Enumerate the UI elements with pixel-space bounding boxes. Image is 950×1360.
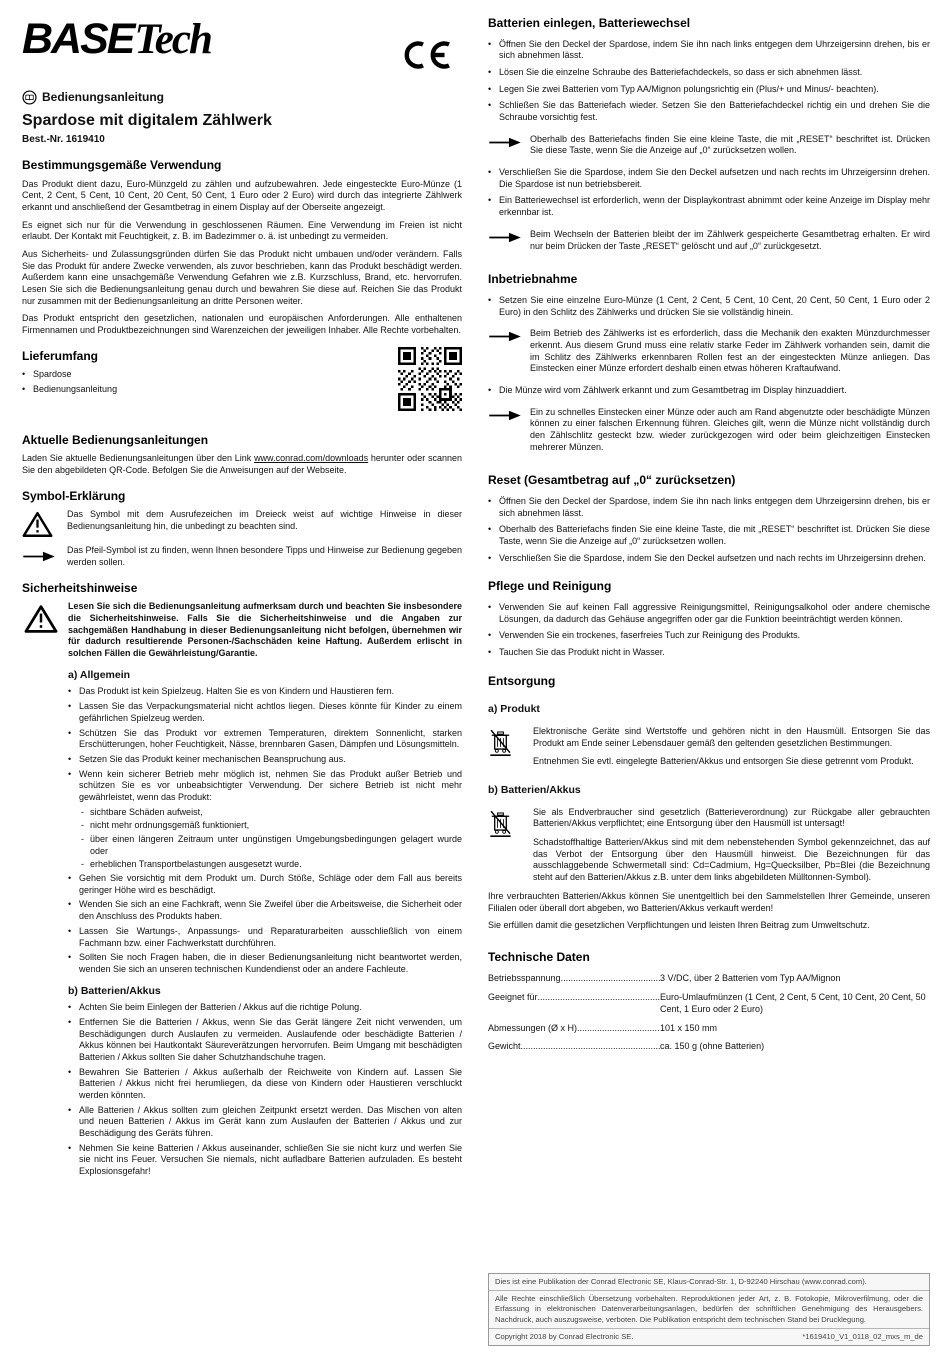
arrow-icon (488, 229, 530, 252)
paragraph: Sie als Endverbraucher sind gesetzlich (Batterieverordnung) zur Rückgabe aller gebrauchten Batterien/Akkus verpflichtet; eine Entsorgung über den Hausmüll ist untersagt! (533, 806, 930, 829)
list-item (488, 39, 930, 62)
tech-spec-value: 101 x 150 mm (660, 1022, 718, 1033)
section-heading-einlegen: Batterien einlegen, Batteriewechsel (488, 16, 691, 30)
tip-note (488, 328, 930, 375)
symbol-warning-text: Das Symbol mit dem Ausrufezeichen im Dreieck weist auf wichtige Hinweise in dieser Bedienungsanleitung hin, die unbedingt zu beachten sind. (67, 509, 462, 532)
list-item (488, 84, 930, 96)
tip-note (488, 134, 930, 157)
ce-mark-icon (404, 40, 450, 70)
safety-intro: Lesen Sie sich die Bedienungsanleitung aufmerksam durch und beachten Sie insbesondere die Sicherheitshinweise. Falls Sie die Sicherheitshinweise und die Angaben zur sachgemäßen Handhabung in dieser Bedienungsanleitung nicht befolgen, übernehmen wir für dadurch resultierende Personen-/Sachschäden keine Haftung. Außerdem erlischt in solchen Fällen die Gewährleistung/Garantie. (68, 601, 462, 659)
list-item (68, 1002, 462, 1014)
list-item (68, 686, 462, 698)
list-item-text: - über einen längeren Zeitraum unter ungünstigen Umgebungsbedingungen gelagert wurde oder (90, 834, 462, 856)
symbol-arrow-text: Das Pfeil-Symbol ist zu finden, wenn Ihnen besondere Tipps und Hinweise zur Bedienung gegeben werden sollen. (67, 545, 462, 568)
list-item (68, 873, 462, 896)
publisher-doc-code: *1619410_V1_0118_02_mxs_m_de (802, 1331, 923, 1341)
paragraph-text: herunter oder scannen Sie den abgebildeten QR-Code. Befolgen Sie die Anweisungen auf der Webseite. (22, 453, 462, 476)
publisher-rights: Alle Rechte einschließlich Übersetzung vorbehalten. Reproduktionen jeder Art, z. B. Fotokopie, Mikroverfilmung, oder die Erfassung in elektronischen Datenverarbeitungsanlagen, bedürfen der schriftlichen Genehmigung des Herausgebers. Nachdruck, auch auszugsweise, verboten. Die Publikation entspricht dem technischen Stand bei Drucklegung. (489, 1291, 929, 1329)
weee-bin-icon (488, 807, 533, 884)
doc-type-label: Bedienungsanleitung (42, 90, 165, 104)
list-item (488, 385, 930, 397)
list-item-text: • Tauchen Sie das Produkt nicht in Wasser. (499, 647, 665, 658)
tech-spec-row (488, 992, 930, 1015)
list-item-text: • Das Produkt ist kein Spielzeug. Halten Sie es von Kindern und Haustieren fern. (79, 686, 395, 697)
list-item-text: • Öffnen Sie den Deckel der Spardose, indem Sie ihn nach links entgegen dem Uhrzeigersinn drehen, bis er sich abnehmen lässt. (499, 38, 930, 61)
list-item-text: • Lassen Sie das Verpackungsmaterial nicht achtlos liegen. Dieses könnte für Kinder zu einem gefährlichen Spielzeug werden. (79, 701, 462, 723)
weee-bin-icon (488, 726, 533, 768)
symbol-explanation-warning (22, 509, 462, 538)
list-item-text: • Verwenden Sie auf keinen Fall aggressive Reinigungsmittel, Reinigungsalkohol oder andere chemische Lösungen, da dadurch das Gehäuse angegriffen oder gar die Funktion beeinträchtigt werden können. (499, 602, 930, 624)
list-item (68, 926, 462, 949)
list-item-text: • Wenn kein sicherer Betrieb mehr möglich ist, nehmen Sie das Produkt außer Betrieb und schützen Sie es vor unbeabsichtigter Verwendung. Der sichere Betrieb ist nicht mehr gewährleistet, wenn das Produkt: (79, 768, 462, 802)
list-item (68, 769, 462, 804)
list-item (488, 67, 930, 79)
list-item-text: • Oberhalb des Batteriefachs finden Sie eine kleine Taste, die mit „RESET“ beschriftet ist. Drücken Sie diese Taste, wenn Sie die Anzeige auf „0“ zurücksetzen wollen. (499, 524, 930, 547)
subsection-heading-allgemein: a) Allgemein (68, 668, 131, 681)
section-heading-inbetriebnahme: Inbetriebnahme (488, 272, 578, 287)
arrow-icon (488, 407, 530, 454)
safety-section (22, 601, 462, 1177)
list-item (488, 524, 930, 547)
dotted-leader (521, 1041, 660, 1053)
arrow-icon (22, 545, 67, 568)
warning-icon (24, 604, 58, 634)
order-number: Best.-Nr. 1619410 (22, 133, 105, 145)
list-item-text: • Sollten Sie noch Fragen haben, die in dieser Bedienungsanleitung nicht beantwortet werden, wenden Sie sich an unseren technischen Kundendienst oder an andere Fachleute. (79, 952, 462, 974)
list-item-text: - nicht mehr ordnungsgemäß funktioniert, (90, 820, 250, 831)
list-item (488, 553, 930, 565)
tip-note-text: Ein zu schnelles Einstecken einer Münze oder auch am Rand abgenutzte oder beschädigte Münzen können zu einer falschen Erkennung führen. Gleiches gilt, wenn die Münze nicht vollständig durch den Zählschlitz gesteckt bzw. wieder zurückgezogen wird oder beim gleichzeitigen Einstecken mehrerer Münzen. (530, 406, 930, 452)
list-item (68, 952, 462, 975)
list-item (22, 369, 462, 381)
left-column (22, 16, 462, 1346)
list-item-text: • Wenden Sie sich an eine Fachkraft, wenn Sie Zweifel über die Arbeitsweise, die Sicherheit oder den Anschluss des Produkts haben. (79, 899, 462, 922)
list-item-text: • Spardose (33, 369, 72, 380)
list-item-text: • Alle Batterien / Akkus sollten zum gleichen Zeitpunkt ersetzt werden. Das Mischen von alten und neuen Batterien / Akkus im Gerät kann zum Auslaufen der Batterien / Akkus und zur Beschädigung des Geräts führen. (79, 1104, 462, 1139)
tech-spec-label: Abmessungen (Ø x H) (488, 1022, 578, 1033)
section-heading-entsorgung: Entsorgung (488, 673, 556, 688)
list-item (68, 1067, 462, 1102)
tech-spec-value: Euro-Umlaufmünzen (1 Cent, 2 Cent, 5 Cent, 10 Cent, 20 Cent, 50 Cent, 1 Euro oder 2 Euro) (660, 992, 926, 1014)
list-item-text: - sichtbare Schäden aufweist, (90, 806, 203, 817)
basetech-logo (22, 16, 211, 61)
list-item (68, 728, 462, 751)
section-heading-bestimmung: Bestimmungsgemäße Verwendung (22, 157, 222, 172)
publisher-copyright: Copyright 2018 by Conrad Electronic SE. (495, 1331, 634, 1341)
tech-spec-row (488, 973, 930, 985)
sub-list-item (81, 834, 462, 857)
list-item-text: • Ein Batteriewechsel ist erforderlich, wenn der Displaykontrast abnimmt oder keine Anzeige im Display mehr erkennbar ist. (499, 195, 930, 218)
list-item (68, 754, 462, 766)
list-item (68, 1143, 462, 1178)
section-heading-technik: Technische Daten (488, 949, 590, 964)
subsection-heading-entsorgung-produkt: a) Produkt (488, 703, 540, 716)
list-item-text: • Verschließen Sie die Spardose, indem Sie den Deckel aufsetzen und nach rechts im Uhrzeigersinn drehen. (499, 552, 926, 563)
dotted-leader (561, 973, 660, 985)
list-item-text: • Nehmen Sie keine Batterien / Akkus auseinander, schließen Sie sie nicht kurz und werfen Sie sie nicht ins Feuer. Versuchen Sie niemals, nicht aufladbare Batterien aufzuladen. Es besteht Explosionsgefahr! (79, 1142, 462, 1177)
warning-icon (22, 509, 67, 538)
publisher-line: Dies ist eine Publikation der Conrad Electronic SE, Klaus-Conrad-Str. 1, D-92240 Hirschau (www.conrad.com). (489, 1274, 929, 1291)
disposal-battery-block (488, 807, 930, 884)
paragraph-text: Laden Sie aktuelle Bedienungsanleitungen über den Link (22, 453, 255, 464)
list-item (488, 630, 930, 642)
sub-list-item (81, 807, 462, 819)
tip-note-text: Beim Wechseln der Batterien bleibt der im Zählwerk gespeicherte Gesamtbetrag erhalten. Er wird nur beim Drücken der Taste „RESET“ gelöscht und auf „0“ zurückgesetzt. (530, 228, 930, 251)
downloads-link[interactable]: www.conrad.com/downloads (254, 453, 369, 464)
subsection-heading-batterien: b) Batterien/Akkus (68, 984, 161, 997)
tech-spec-value: ca. 150 g (ohne Batterien) (660, 1041, 765, 1052)
subsection-heading-entsorgung-batterien: b) Batterien/Akkus (488, 784, 581, 797)
list-item (488, 295, 930, 318)
symbol-explanation-arrow (22, 545, 462, 568)
section-heading-reset: Reset (Gesamtbetrag auf „0“ zurücksetzen) (488, 473, 736, 488)
section-heading-lieferumfang: Lieferumfang (22, 348, 99, 363)
list-item (68, 1105, 462, 1140)
tip-note-text: Oberhalb des Batteriefachs finden Sie eine kleine Taste, die mit „RESET“ beschriftet ist. Drücken Sie diese Taste, wenn Sie die Anzeige auf „0“ zurücksetzen wollen. (530, 133, 930, 156)
list-item-text: • Die Münze wird vom Zählwerk erkannt und zum Gesamtbetrag im Display hinzuaddiert. (499, 384, 847, 395)
paragraph: Ihre verbrauchten Batterien/Akkus können Sie unentgeltlich bei den Sammelstellen Ihrer Gemeinde, unseren Filialen oder überall dort abgeben, wo Batterien/Akkus verkauft werden! (488, 890, 930, 913)
list-item-text: • Lassen Sie Wartungs-, Anpassungs- und Reparaturarbeiten ausschließlich von einem Fachmann bzw. einer Fachwerkstatt durchführen. (79, 925, 462, 948)
tech-spec-row (488, 1041, 930, 1053)
list-item (488, 100, 930, 123)
sub-list-item (81, 820, 462, 832)
list-item (68, 701, 462, 724)
list-item (488, 647, 930, 659)
paragraph: Das Produkt dient dazu, Euro-Münzgeld zu zählen und aufzubewahren. Jede eingesteckte Euro-Münze (1 Cent, 2 Cent, 5 Cent, 10 Cent, 20 Cent, 50 Cent, 1 Euro oder 2 Euro) wird durch das integrierte Zählwerk erkannt und anschließend der Gesamtbetrag in einem Display auf der Oberseite angezeigt. (22, 178, 462, 212)
list-item-text: • Öffnen Sie den Deckel der Spardose, indem Sie ihn nach links entgegen dem Uhrzeigersinn drehen, bis er sich abnehmen lässt. (499, 495, 930, 518)
list-item-text: • Verschließen Sie die Spardose, indem Sie den Deckel aufsetzen und nach rechts im Uhrzeigersinn drehen. Die Spardose ist nun betriebsbereit. (499, 167, 930, 189)
list-item-text: • Setzen Sie eine einzelne Euro-Münze (1 Cent, 2 Cent, 5 Cent, 10 Cent, 20 Cent, 50 Cent, 1 Euro oder 2 Euro) in den Schlitz des Zählwerks und drücken Sie sie vollständig hinein. (499, 294, 930, 317)
paragraph: Es eignet sich nur für die Verwendung in geschlossenen Räumen. Eine Verwendung im Freien ist nicht erlaubt. Der Kontakt mit Feuchtigkeit, z. B. im Badezimmer o. ä. ist unbedingt zu vermeiden. (22, 219, 462, 242)
list-item-text: • Entfernen Sie die Batterien / Akkus, wenn Sie das Gerät längere Zeit nicht verwenden, um Beschädigungen durch Auslaufen zu vermeiden. Auslaufende oder beschädigte Batterien / Akkus können bei Hautkontakt Säureverätzungen hervorrufen. Beim Umgang mit beschädigten Batterien / Akkus sollten Sie daher Schutzhandschuhe tragen. (79, 1016, 462, 1062)
tip-note (488, 407, 930, 454)
list-item-text: • Schützen Sie das Produkt vor extremen Temperaturen, direktem Sonnenlicht, starken Erschütterungen, hoher Feuchtigkeit, Nässe, brennbaren Gasen, Dämpfen und Lösungsmitteln. (79, 727, 462, 750)
publisher-box (488, 1273, 930, 1346)
list-item (68, 899, 462, 922)
tip-note-text: Beim Betrieb des Zählwerks ist es erforderlich, dass die Mechanik den exakten Münzdurchmesser erkennt. Aus diesem Grund muss eine relativ starke Feder im Zählwerk vorhanden sein, damit die im Schlitz des Zählwerks erkennbaren Rollen fest an der eingesteckten Münze anliegen. Das Einstecken einer Münze erfordert deshalb einen etwas höheren Kraftaufwand. (530, 328, 930, 374)
list-item (22, 384, 462, 396)
sub-list-item (81, 859, 462, 871)
section-heading-pflege: Pflege und Reinigung (488, 579, 612, 594)
list-item (488, 167, 930, 190)
logo-base: BASE (22, 15, 134, 63)
tech-spec-label: Geeignet für (488, 992, 538, 1003)
paragraph: Aus Sicherheits- und Zulassungsgründen dürfen Sie das Produkt nicht umbauen und/oder verändern. Falls Sie das Produkt für andere Zwecke verwenden, als zuvor beschrieben, kann das Produkt beschädigt werden. Außerdem kann eine unsachgemäße Verwendung Gefahren wie z.B. Kurzschluss, Brand, etc. hervorrufen. Lesen Sie sich die Bedienungsanleitung genau durch und bewahren Sie diese auf. Reichen Sie das Produkt nur zusammen mit der Bedienungsanleitung an dritte Personen weiter. (22, 249, 462, 306)
section-heading-sicherheit: Sicherheitshinweise (22, 580, 138, 595)
tech-spec-label: Betriebsspannung (488, 973, 561, 984)
paragraph (22, 453, 462, 476)
section-heading-aktuelle: Aktuelle Bedienungsanleitungen (22, 432, 209, 447)
list-item-text: • Gehen Sie vorsichtig mit dem Produkt um. Durch Stöße, Schläge oder dem Fall aus bereits geringer Höhe wird es beschädigt. (79, 873, 462, 895)
tech-spec-value: 3 V/DC, über 2 Batterien vom Typ AA/Mignon (660, 973, 841, 984)
paragraph: Sie erfüllen damit die gesetzlichen Verpflichtungen und leisten Ihren Beitrag zum Umweltschutz. (488, 920, 870, 931)
list-item-text: • Lösen Sie die einzelne Schraube des Batteriefachdeckels, so dass er sich abnehmen lässt. (499, 66, 863, 77)
section-heading-symbole: Symbol-Erklärung (22, 488, 126, 503)
paragraph: Das Produkt entspricht den gesetzlichen, nationalen und europäischen Anforderungen. Alle enthaltenen Firmennamen und Produktbezeichnungen sind Warenzeichen der jeweiligen Inhaber. Alle Rechte vorbehalten. (22, 313, 462, 336)
list-item-text: • Verwenden Sie ein trockenes, faserfreies Tuch zur Reinigung des Produkts. (499, 630, 801, 641)
tech-spec-label: Gewicht (488, 1041, 521, 1052)
list-item-text: • Achten Sie beim Einlegen der Batterien / Akkus auf die richtige Polung. (79, 1002, 362, 1013)
list-item-text: • Schließen Sie das Batteriefach wieder. Setzen Sie den Batteriefachdeckel richtig ein und drehen Sie die Schraube vorsichtig fest. (499, 100, 930, 123)
list-item-text: • Bewahren Sie Batterien / Akkus außerhalb der Reichweite von Kindern auf. Lassen Sie Batterien / Akkus nicht frei herumliegen, da diese von Kindern oder Haustieren verschluckt werden könnten. (79, 1066, 462, 1101)
list-item-text: - erheblichen Transportbelastungen ausgesetzt wurde. (90, 859, 302, 870)
lieferumfang-section (22, 349, 462, 421)
tip-note (488, 229, 930, 252)
list-item (488, 195, 930, 218)
list-item (488, 496, 930, 519)
right-column (488, 16, 930, 1346)
arrow-icon (488, 134, 530, 157)
dotted-leader (538, 992, 660, 1015)
disposal-product-block (488, 726, 930, 768)
list-item (68, 1017, 462, 1064)
page-title: Spardose mit digitalem Zählwerk (22, 111, 272, 129)
list-item (488, 602, 930, 625)
paragraph: Schadstoffhaltige Batterien/Akkus sind mit dem nebenstehenden Symbol gekennzeichnet, das auf das Verbot der Entsorgung über den Hausmüll hinweist. Die Bezeichnungen für das ausschlaggebende Schwermetall sind: Cd=Cadmium, Hg=Quecksilber, Pb=Blei (die Bezeichnung steht auf den Batterien/Akkus z.B. unter dem links abgebildeten Mülltonnen-Symbol). (533, 837, 930, 883)
arrow-icon (488, 328, 530, 375)
list-item-text: • Setzen Sie das Produkt keiner mechanischen Beanspruchung aus. (79, 753, 346, 764)
list-item-text: • Bedienungsanleitung (33, 384, 118, 395)
tech-spec-row (488, 1023, 930, 1035)
dotted-leader (577, 1023, 660, 1035)
masthead (22, 16, 462, 70)
qr-code (398, 347, 462, 411)
list-item-text: • Legen Sie zwei Batterien vom Typ AA/Mignon polungsrichtig ein (Plus/+ und Minus/- beachten). (499, 83, 879, 94)
paragraph: Elektronische Geräte sind Wertstoffe und gehören nicht in den Hausmüll. Entsorgen Sie das Produkt am Ende seiner Lebensdauer gemäß den geltenden gesetzlichen Bestimmungen. (533, 725, 930, 748)
logo-tech: Tech (134, 16, 211, 63)
paragraph: Entnehmen Sie evtl. eingelegte Batterien/Akkus und entsorgen Sie diese getrennt vom Produkt. (533, 756, 914, 767)
manual-icon (22, 90, 37, 105)
doc-type-row (22, 90, 462, 106)
